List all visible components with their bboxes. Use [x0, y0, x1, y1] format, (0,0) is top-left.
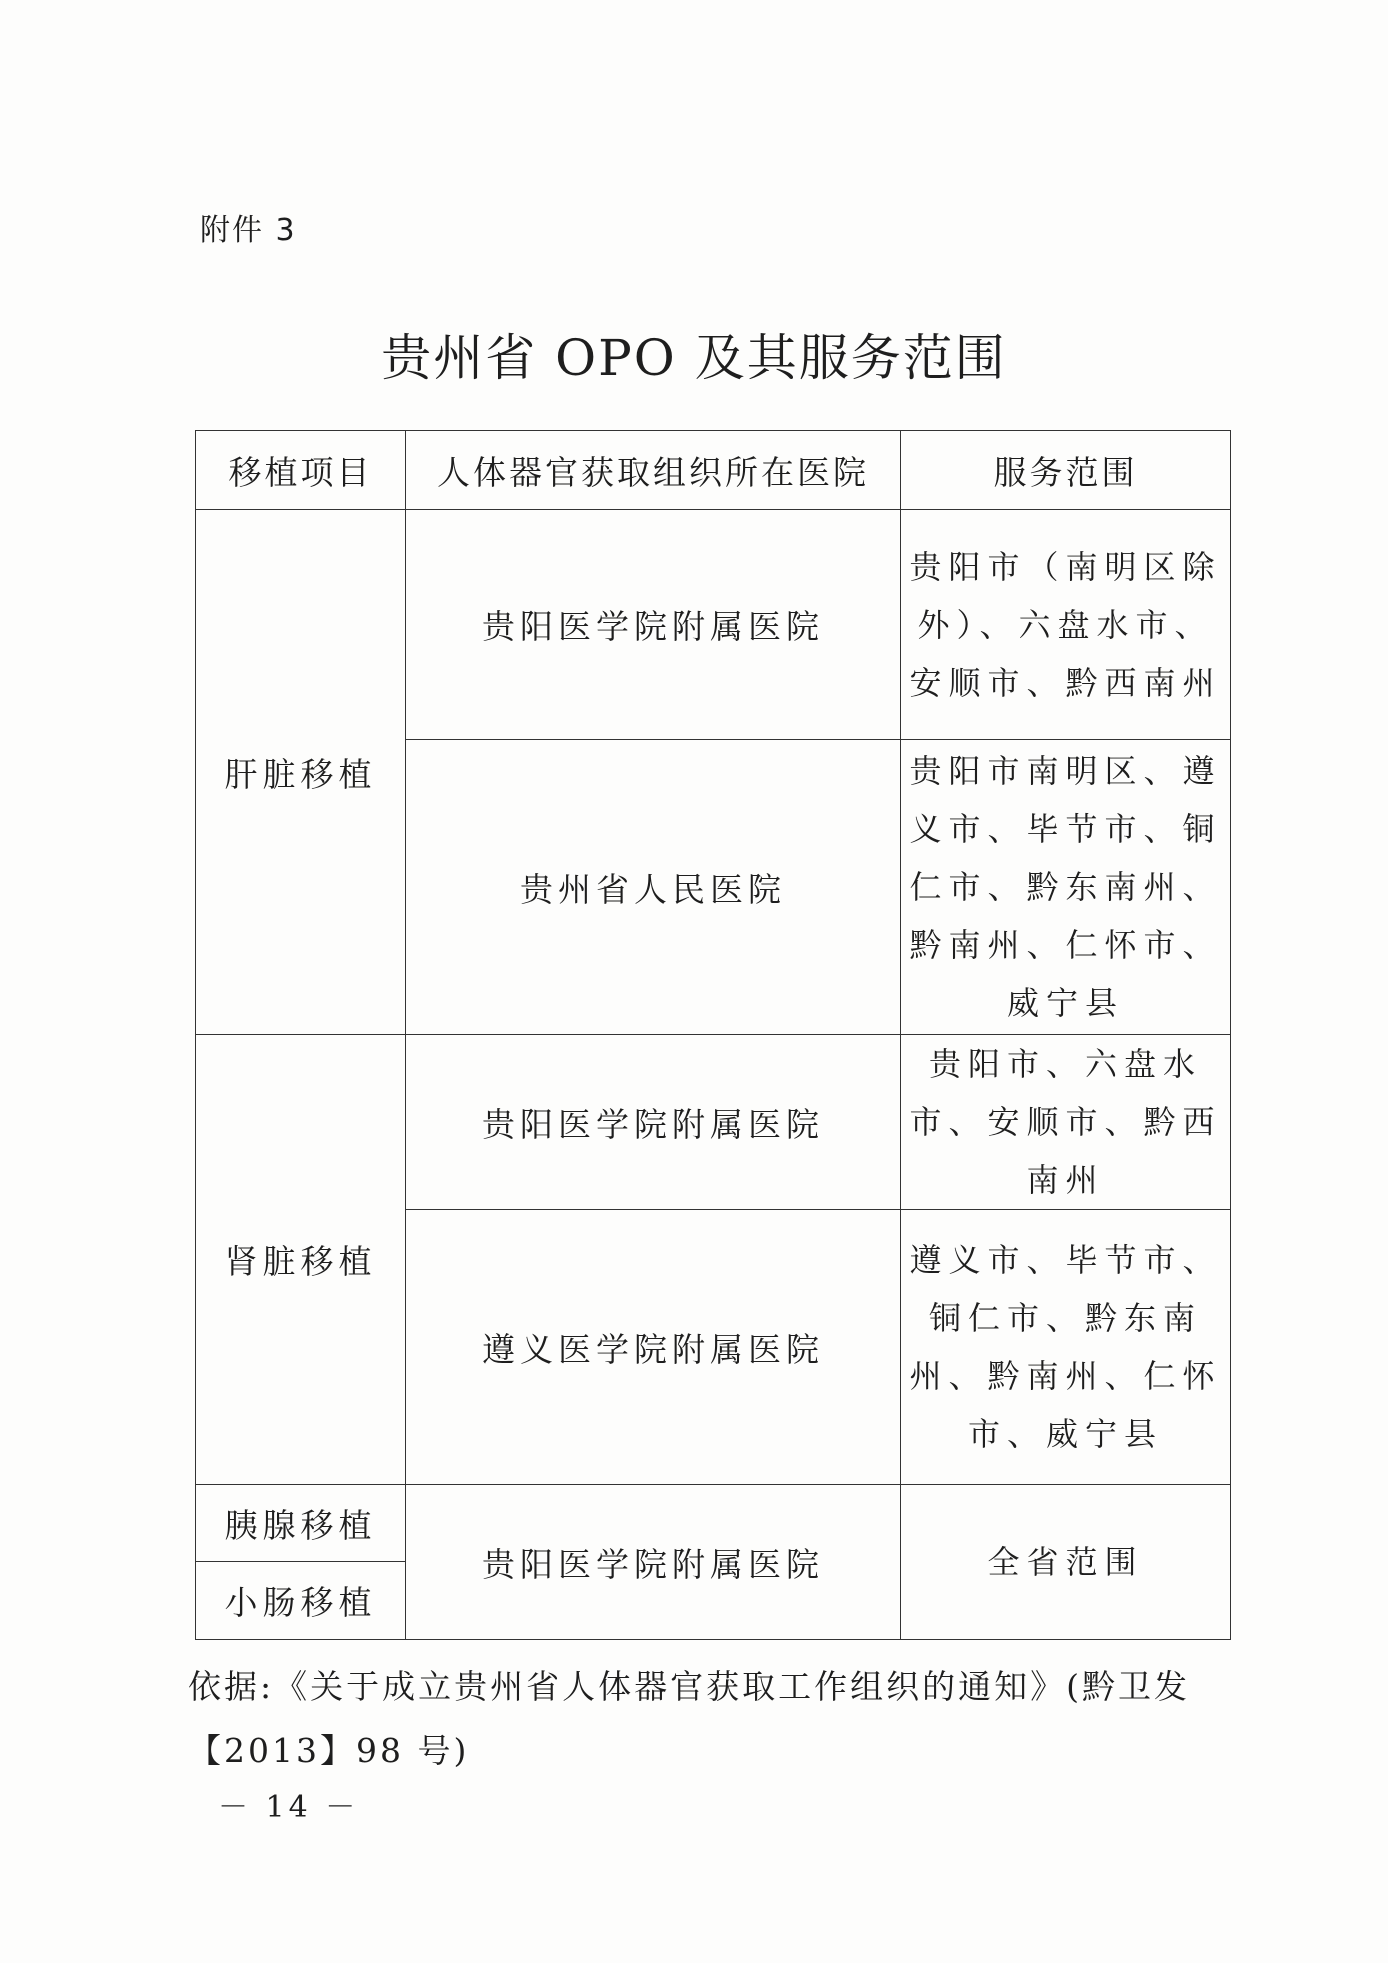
scope-cell [901, 1485, 1231, 1640]
project-cell-pancreas [196, 1485, 406, 1562]
hospital-cell [406, 1210, 901, 1485]
scope-cell: 贵阳市南明区、遵义市、毕节市、铜仁市、黔东南州、黔南州、仁怀市、威宁县 [901, 740, 1231, 1035]
page-title: 贵州省 OPO 及其服务范围 [381, 329, 1007, 387]
header-hospital: 人体器官获取组织所在医院 [406, 431, 901, 510]
basis-line-1: 依据:《关于成立贵州省人体器官获取工作组织的通知》(黔卫发 [188, 1667, 1190, 1706]
hospital-label: 贵阳医学院附属医院 [482, 607, 824, 646]
hospital-cell [406, 1035, 901, 1210]
attachment-label: 附件 3 [200, 213, 297, 248]
hospital-label: 贵阳医学院附属医院 [482, 1104, 824, 1144]
hospital-cell [406, 510, 901, 740]
project-label: 肝脏移植 [224, 754, 377, 794]
basis-note [188, 1655, 1238, 1783]
scope-label: 全省范围 [987, 1543, 1144, 1581]
project-label: 胰腺移植 [224, 1505, 377, 1545]
hospital-cell [406, 740, 901, 1035]
hospital-label: 贵州省人民医院 [520, 869, 786, 909]
table-row [196, 510, 1231, 740]
header-service-scope: 服务范围 [901, 431, 1231, 510]
project-label: 小肠移植 [224, 1583, 377, 1622]
scope-cell: 遵义市、毕节市、铜仁市、黔东南州、黔南州、仁怀市、威宁县 [901, 1210, 1231, 1485]
page-number: － 14 － [218, 1790, 360, 1825]
project-cell-liver [196, 510, 406, 1035]
table-header-row [196, 431, 1231, 510]
hospital-label: 贵阳医学院附属医院 [482, 1544, 824, 1584]
project-cell-kidney [196, 1035, 406, 1485]
opo-service-table [195, 430, 1231, 1640]
basis-line-2: 【2013】98 号) [188, 1731, 470, 1770]
hospital-label: 遵义医学院附属医院 [482, 1329, 824, 1369]
project-label: 肾脏移植 [224, 1242, 377, 1281]
header-transplant-project: 移植项目 [196, 431, 406, 510]
scope-cell: 贵阳市、六盘水市、安顺市、黔西南州 [901, 1035, 1231, 1210]
table-row [196, 1035, 1231, 1210]
table-row [196, 1485, 1231, 1562]
project-cell-intestine [196, 1562, 406, 1640]
hospital-cell [406, 1485, 901, 1640]
scope-cell: 贵阳市（南明区除外）、六盘水市、安顺市、黔西南州 [901, 510, 1231, 740]
